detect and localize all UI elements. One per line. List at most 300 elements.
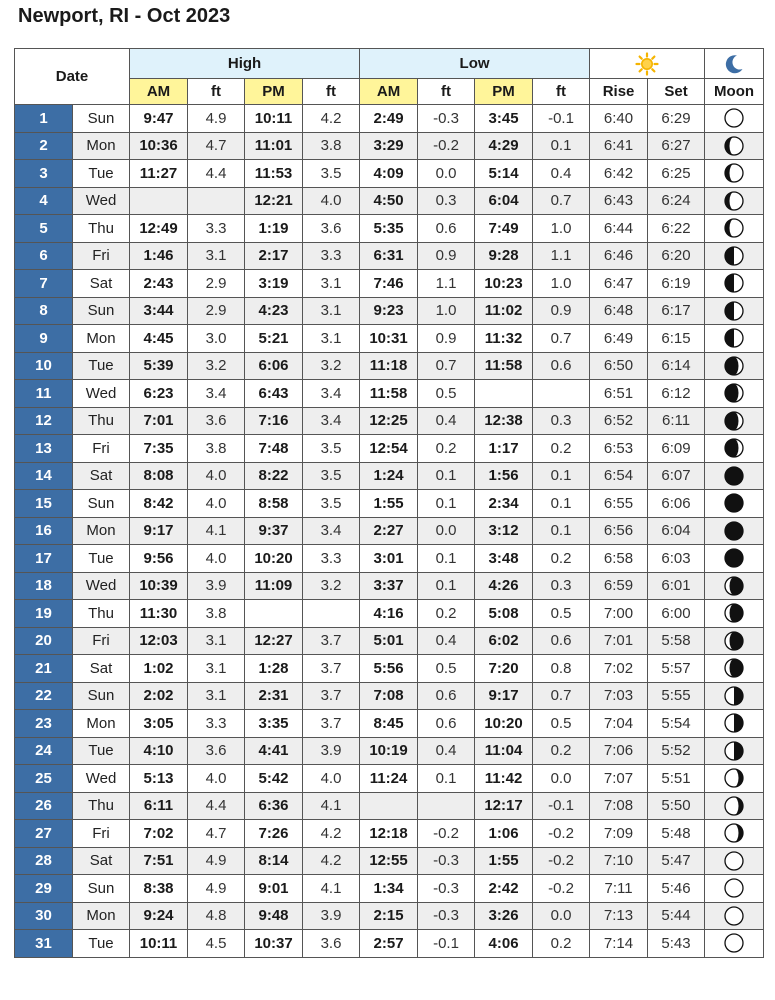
high-pm-height: 3.2 [303,352,360,380]
high-pm-height: 3.5 [303,160,360,188]
moon-phase-icon [724,658,744,678]
high-am-height: 4.9 [188,105,245,133]
low-am-time: 3:01 [360,545,418,573]
high-pm-time: 5:42 [245,765,303,793]
table-row [15,435,764,463]
high-am-time: 9:47 [130,105,188,133]
low-am-time: 12:18 [360,820,418,848]
weekday: Sun [73,105,130,133]
table-row [15,105,764,133]
high-pm-time: 7:26 [245,820,303,848]
high-am-time: 10:36 [130,132,188,160]
high-pm-time [245,600,303,628]
sunset-time: 5:54 [648,710,705,738]
weekday: Mon [73,902,130,930]
high-tide-header: High [130,49,360,79]
low-pm-height: 0.8 [533,655,590,683]
table-row [15,902,764,930]
low-am-height: 0.4 [418,407,475,435]
high-am-height: 4.0 [188,462,245,490]
low-pm-header: PM [475,79,533,105]
high-am-time: 6:23 [130,380,188,408]
moon-phase-icon [724,246,744,266]
sun-header [590,49,705,79]
moon-phase-cell [705,572,764,600]
low-am-time: 2:57 [360,930,418,958]
low-am-time [360,792,418,820]
moon-phase-cell [705,847,764,875]
sunrise-time: 7:06 [590,737,648,765]
low-am-height: 0.6 [418,682,475,710]
page-title: Newport, RI - Oct 2023 [18,5,231,27]
moon-phase-icon [724,218,744,238]
high-am-height: 3.1 [188,682,245,710]
high-pm-time: 2:31 [245,682,303,710]
moon-phase-cell [705,600,764,628]
low-pm-height: 0.7 [533,682,590,710]
high-pm-time: 6:06 [245,352,303,380]
high-pm-height: 3.5 [303,435,360,463]
low-am-height: -0.3 [418,847,475,875]
low-am-height: 0.9 [418,242,475,270]
low-am-time: 7:46 [360,270,418,298]
low-am-time: 5:56 [360,655,418,683]
sunrise-time: 7:10 [590,847,648,875]
day-number: 13 [15,435,73,463]
day-number: 21 [15,655,73,683]
day-number: 22 [15,682,73,710]
low-pm-height: -0.2 [533,875,590,903]
sunrise-time: 6:59 [590,572,648,600]
sunset-time: 6:06 [648,490,705,518]
low-pm-height: 0.9 [533,297,590,325]
high-am-time: 9:24 [130,902,188,930]
high-pm-height: 3.9 [303,737,360,765]
weekday: Sun [73,682,130,710]
high-am-height: 4.4 [188,160,245,188]
sunset-time: 6:15 [648,325,705,353]
weekday: Wed [73,765,130,793]
low-am-time: 1:55 [360,490,418,518]
high-pm-time: 12:21 [245,187,303,215]
high-am-time: 5:13 [130,765,188,793]
high-am-time: 1:46 [130,242,188,270]
sunrise-time: 7:03 [590,682,648,710]
low-am-height [418,792,475,820]
low-pm-time: 1:56 [475,462,533,490]
high-pm-height: 4.0 [303,765,360,793]
high-am-time: 3:44 [130,297,188,325]
table-row [15,545,764,573]
moon-phase-icon [724,548,744,568]
weekday: Sat [73,847,130,875]
table-row [15,160,764,188]
low-pm-time: 11:04 [475,737,533,765]
low-pm-height [533,380,590,408]
high-am-time: 2:02 [130,682,188,710]
day-number: 3 [15,160,73,188]
low-pm-height: 0.5 [533,710,590,738]
moon-phase-icon [724,878,744,898]
low-am-time: 3:29 [360,132,418,160]
high-pm-height: 3.1 [303,325,360,353]
moon-phase-cell [705,242,764,270]
high-am-height: 4.1 [188,517,245,545]
high-pm-time: 9:37 [245,517,303,545]
low-am-header: AM [360,79,418,105]
day-number: 6 [15,242,73,270]
sunrise-time: 6:44 [590,215,648,243]
low-am-time: 8:45 [360,710,418,738]
low-pm-height: 0.3 [533,572,590,600]
high-am-time: 10:11 [130,930,188,958]
day-number: 9 [15,325,73,353]
moon-phase-icon [724,851,744,871]
high-am-height: 3.6 [188,737,245,765]
low-am-height: 0.2 [418,435,475,463]
high-am-height: 4.9 [188,875,245,903]
sunrise-time: 6:43 [590,187,648,215]
high-pm-height: 3.9 [303,902,360,930]
day-number: 24 [15,737,73,765]
weekday: Sun [73,875,130,903]
low-am-height: 0.3 [418,187,475,215]
high-am-time: 1:02 [130,655,188,683]
low-am-time: 11:18 [360,352,418,380]
low-pm-time: 11:42 [475,765,533,793]
sunset-time: 6:25 [648,160,705,188]
high-pm-time: 3:19 [245,270,303,298]
table-row [15,765,764,793]
low-pm-time: 2:34 [475,490,533,518]
day-number: 4 [15,187,73,215]
sunset-time: 6:03 [648,545,705,573]
high-am-time: 12:49 [130,215,188,243]
sunset-time: 5:51 [648,765,705,793]
day-number: 12 [15,407,73,435]
high-pm-height: 3.6 [303,215,360,243]
high-am-height: 2.9 [188,270,245,298]
weekday: Fri [73,627,130,655]
low-am-time: 4:16 [360,600,418,628]
sunrise-time: 7:08 [590,792,648,820]
low-pm-height: 1.0 [533,215,590,243]
high-pm-time: 11:01 [245,132,303,160]
low-tide-header: Low [360,49,590,79]
high-am-time: 4:45 [130,325,188,353]
moon-phase-icon [724,273,744,293]
high-pm-height: 4.2 [303,847,360,875]
low-pm-time: 6:04 [475,187,533,215]
low-am-ft-header: ft [418,79,475,105]
high-pm-time: 1:19 [245,215,303,243]
high-pm-time: 5:21 [245,325,303,353]
low-am-time: 12:54 [360,435,418,463]
day-number: 19 [15,600,73,628]
moon-phase-icon [724,823,744,843]
low-am-height: 0.4 [418,737,475,765]
moon-phase-icon [724,108,744,128]
moon-phase-cell [705,462,764,490]
high-pm-height: 4.2 [303,105,360,133]
moon-phase-cell [705,490,764,518]
day-number: 30 [15,902,73,930]
moon-phase-icon [724,356,744,376]
high-am-height: 4.0 [188,765,245,793]
table-row [15,847,764,875]
low-am-height: 0.2 [418,600,475,628]
sunrise-time: 6:58 [590,545,648,573]
low-pm-height: 0.6 [533,352,590,380]
low-am-height: -0.3 [418,902,475,930]
sunset-time: 6:01 [648,572,705,600]
low-am-time: 7:08 [360,682,418,710]
moon-phase-icon [724,631,744,651]
day-number: 17 [15,545,73,573]
high-pm-height: 3.2 [303,572,360,600]
weekday: Mon [73,132,130,160]
high-am-height [188,187,245,215]
high-pm-time: 6:36 [245,792,303,820]
low-am-height: -0.1 [418,930,475,958]
moon-phase-icon [724,713,744,733]
low-pm-time: 4:29 [475,132,533,160]
sunrise-time: 7:14 [590,930,648,958]
sunset-time: 5:52 [648,737,705,765]
moon-phase-icon [724,191,744,211]
moon-phase-cell [705,627,764,655]
weekday: Wed [73,572,130,600]
high-pm-time: 8:14 [245,847,303,875]
moon-phase-cell [705,132,764,160]
high-am-time: 9:17 [130,517,188,545]
table-row [15,325,764,353]
moon-phase-cell [705,875,764,903]
low-am-time: 3:37 [360,572,418,600]
low-pm-height: 0.3 [533,407,590,435]
weekday: Sun [73,297,130,325]
high-pm-height: 3.7 [303,710,360,738]
table-row [15,875,764,903]
low-am-height: 0.1 [418,490,475,518]
sunrise-time: 6:51 [590,380,648,408]
weekday: Thu [73,215,130,243]
high-pm-time: 3:35 [245,710,303,738]
moon-phase-icon [724,741,744,761]
low-am-height: 0.0 [418,160,475,188]
low-pm-time: 9:17 [475,682,533,710]
low-am-time: 6:31 [360,242,418,270]
moon-phase-cell [705,325,764,353]
low-pm-height: 0.1 [533,462,590,490]
low-pm-height: 0.2 [533,930,590,958]
moon-phase-cell [705,655,764,683]
weekday: Tue [73,737,130,765]
sun-icon [635,52,659,76]
low-pm-height: 0.5 [533,600,590,628]
low-am-height: 0.5 [418,380,475,408]
low-am-height: 0.1 [418,765,475,793]
weekday: Fri [73,820,130,848]
day-number: 26 [15,792,73,820]
crescent-moon-icon [723,53,745,75]
day-number: 1 [15,105,73,133]
low-pm-time: 4:06 [475,930,533,958]
low-pm-time: 11:32 [475,325,533,353]
sunrise-header: Rise [590,79,648,105]
moon-phase-cell [705,545,764,573]
high-pm-height: 4.1 [303,792,360,820]
low-pm-time: 1:55 [475,847,533,875]
weekday: Wed [73,187,130,215]
high-am-height: 3.3 [188,215,245,243]
sunrise-time: 7:02 [590,655,648,683]
day-number: 25 [15,765,73,793]
high-pm-time: 11:53 [245,160,303,188]
low-am-time: 4:50 [360,187,418,215]
low-am-height: 1.0 [418,297,475,325]
low-am-time: 1:24 [360,462,418,490]
low-pm-time: 3:48 [475,545,533,573]
day-number: 29 [15,875,73,903]
low-am-time: 12:25 [360,407,418,435]
low-pm-time: 10:20 [475,710,533,738]
high-am-height: 4.0 [188,490,245,518]
high-pm-height: 3.7 [303,682,360,710]
moon-phase-icon [724,136,744,156]
sunset-time: 5:58 [648,627,705,655]
moon-phase-icon [724,328,744,348]
low-am-time: 2:27 [360,517,418,545]
table-row [15,710,764,738]
day-number: 2 [15,132,73,160]
low-pm-time: 12:38 [475,407,533,435]
weekday: Sat [73,655,130,683]
low-am-time: 1:34 [360,875,418,903]
low-am-time: 4:09 [360,160,418,188]
high-am-time: 6:11 [130,792,188,820]
table-row [15,270,764,298]
low-am-height: 0.0 [418,517,475,545]
moon-phase-cell [705,930,764,958]
high-am-time: 7:01 [130,407,188,435]
high-am-height: 3.4 [188,380,245,408]
high-pm-height: 3.4 [303,380,360,408]
table-row [15,682,764,710]
moon-phase-cell [705,270,764,298]
high-pm-height: 3.5 [303,462,360,490]
low-am-time: 10:19 [360,737,418,765]
low-am-time: 2:15 [360,902,418,930]
table-row [15,627,764,655]
table-row [15,600,764,628]
low-am-time: 11:58 [360,380,418,408]
low-pm-height: 0.0 [533,765,590,793]
sunset-time: 6:22 [648,215,705,243]
sunset-time: 5:44 [648,902,705,930]
high-am-time: 10:39 [130,572,188,600]
low-pm-height: 0.2 [533,545,590,573]
moon-phase-icon [724,301,744,321]
low-am-height: 0.9 [418,325,475,353]
low-pm-time: 1:06 [475,820,533,848]
low-am-height: 1.1 [418,270,475,298]
sunset-time: 5:43 [648,930,705,958]
table-row [15,407,764,435]
high-am-height: 4.8 [188,902,245,930]
low-am-time: 5:35 [360,215,418,243]
high-am-time: 4:10 [130,737,188,765]
moon-phase-cell [705,435,764,463]
low-pm-height: -0.1 [533,792,590,820]
sunrise-time: 6:48 [590,297,648,325]
moon-header [705,49,764,79]
high-am-height: 3.2 [188,352,245,380]
tide-table [14,48,764,958]
weekday: Sat [73,462,130,490]
sunrise-time: 6:56 [590,517,648,545]
sunrise-time: 7:09 [590,820,648,848]
high-am-time: 2:43 [130,270,188,298]
high-pm-height: 3.4 [303,517,360,545]
table-row [15,462,764,490]
low-pm-time: 11:58 [475,352,533,380]
high-am-height: 3.1 [188,242,245,270]
low-am-time: 5:01 [360,627,418,655]
sunrise-time: 7:13 [590,902,648,930]
weekday: Mon [73,325,130,353]
high-am-header: AM [130,79,188,105]
high-am-time: 8:38 [130,875,188,903]
moon-phase-header: Moon [705,79,764,105]
high-pm-time: 7:16 [245,407,303,435]
low-pm-height: 0.1 [533,490,590,518]
high-pm-time: 8:22 [245,462,303,490]
low-am-time: 10:31 [360,325,418,353]
sunrise-time: 6:53 [590,435,648,463]
day-number: 20 [15,627,73,655]
moon-phase-cell [705,105,764,133]
high-am-time: 9:56 [130,545,188,573]
low-pm-height: 0.2 [533,435,590,463]
low-pm-height: 1.1 [533,242,590,270]
high-am-time: 12:03 [130,627,188,655]
low-pm-time: 5:08 [475,600,533,628]
table-row [15,352,764,380]
high-am-height: 4.5 [188,930,245,958]
high-am-height: 2.9 [188,297,245,325]
sunrise-time: 6:40 [590,105,648,133]
sunset-time: 6:11 [648,407,705,435]
tide-table-body [15,105,764,958]
high-am-height: 4.7 [188,820,245,848]
sunrise-time: 6:46 [590,242,648,270]
high-pm-time: 6:43 [245,380,303,408]
low-pm-height: -0.2 [533,820,590,848]
high-am-time: 8:42 [130,490,188,518]
high-pm-time: 4:41 [245,737,303,765]
high-am-time [130,187,188,215]
sunrise-time: 7:04 [590,710,648,738]
table-row [15,132,764,160]
low-pm-time: 10:23 [475,270,533,298]
sunrise-time: 7:11 [590,875,648,903]
high-am-height: 4.0 [188,545,245,573]
high-pm-time: 10:11 [245,105,303,133]
moon-phase-cell [705,902,764,930]
day-number: 31 [15,930,73,958]
high-pm-time: 9:48 [245,902,303,930]
